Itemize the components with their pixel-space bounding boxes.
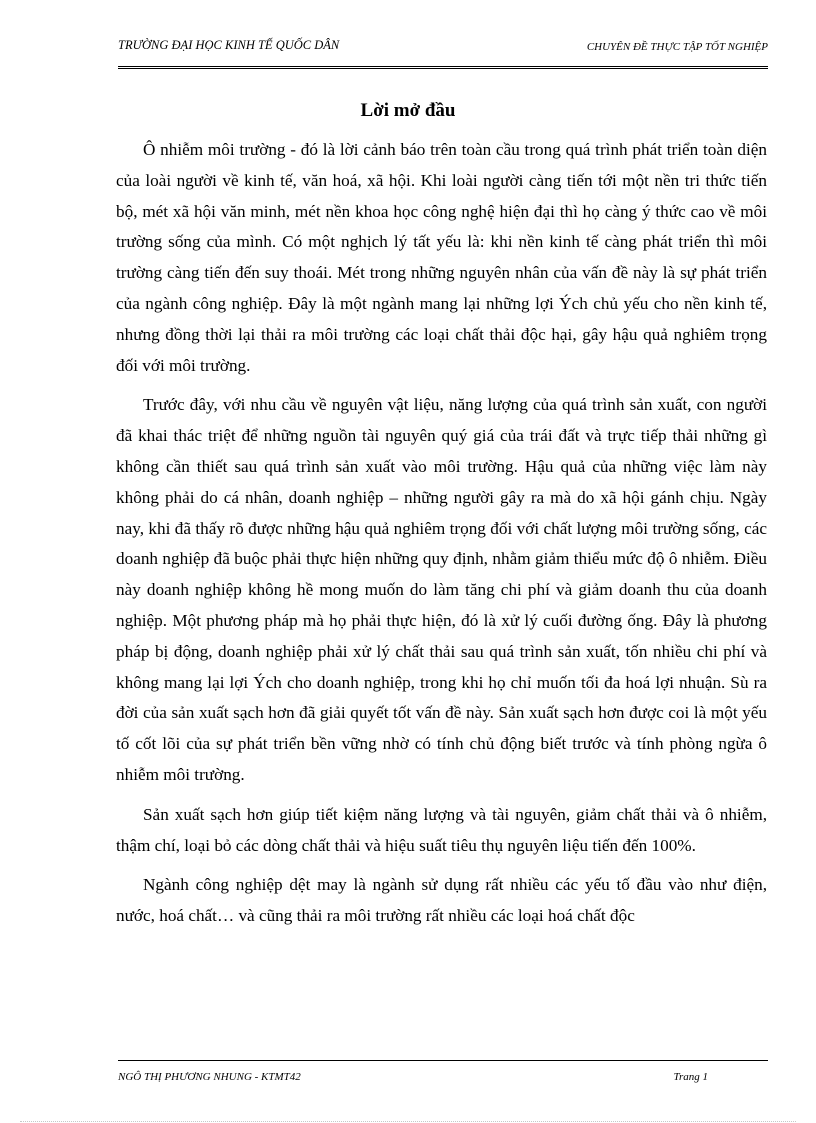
page-edge-divider bbox=[20, 1121, 796, 1122]
paragraph-4: Ngành công nghiệp dệt may là ngành sử dụng rất nhiều các yếu tố đầu vào như điện, nước, hoá chất… và cũng thải ra môi trường rất nhiều các loại hoá chất độc bbox=[116, 875, 767, 926]
paragraph-3: Sản xuất sạch hơn giúp tiết kiệm năng lượng và tài nguyên, giảm chất thải và ô nhiễm, thậm chí, loại bỏ các dòng chất thải và hiệu suất tiêu thụ nguyên liệu tiến đến 100%. bbox=[116, 804, 767, 855]
body-text bbox=[116, 135, 767, 941]
paragraph-1: Ô nhiễm môi trường - đó là lời cảnh báo trên toàn cầu trong quá trình phát triển toàn diện của loài người về kinh tế, văn hoá, xã hội. Khi loài người càng tiến tới một nền tri thức tiến bộ, mét xã hội văn minh, mét nền khoa học công nghệ hiện đại thì họ càng ý thức cao về môi trường sống của mình. Có một nghịch lý tất yếu là: khi nền kinh tế càng phát triển thì môi trường càng tiến đến suy thoái. Mét trong những nguyên nhân của vấn đề này là sự phát triển của ngành công nghiệp. Đây là một ngành mang lại những lợi Ých chủ yếu cho nền kinh tế, nhưng đồng thời lại thải ra môi trường các loại chất thải độc hại, gây hậu quả nghiêm trọng đối với môi trường. bbox=[116, 140, 767, 375]
page-footer bbox=[118, 1060, 768, 1095]
paragraph-2: Trước đây, với nhu cầu về nguyên vật liệu, năng lượng của quá trình sản xuất, con người đã khai thác triệt để những nguồn tài nguyên quý giá của trái đất và trực tiếp thải những gì không cần thiết sau quá trình sản xuất vào môi trường. Hậu quả của những việc làm này không phải do cá nhân, doanh nghiệp – những người gây ra mà do xã hội gánh chịu. Ngày nay, khi đã thấy rõ được những hậu quả nghiêm trọng đối với chất lượng môi trường sống, các doanh nghiệp đã buộc phải thực hiện những quy định, nhằm giảm thiểu mức độ ô nhiễm. Điều này doanh nghiệp không hề mong muốn do làm tăng chi phí và giảm doanh thu của doanh nghiệp. Một phương pháp mà họ phải thực hiện, đó là xử lý cuối đường ống. Đây là phương pháp bị động, doanh nghiệp phải xử lý chất thải sau quá trình sản xuất, tốn nhiều chi phí và không mang lại lợi Ých cho doanh nghiệp, trong khi họ chỉ muốn tối đa hoá lợi nhuận. Sù ra đời của sản xuất sạch hơn đã giải quyết tốt vấn đề này. Sản xuất sạch hơn được coi là một yếu tố cốt lõi của sự phát triển bền vững nhờ có tính chủ động biết trước và tính phòng ngừa ô nhiễm môi trường. bbox=[116, 395, 767, 784]
header-university: TRƯỜNG ĐẠI HỌC KINH TẾ QUỐC DÂN bbox=[118, 38, 340, 52]
footer-author: NGÔ THỊ PHƯƠNG NHUNG - KTMT42 bbox=[118, 1071, 301, 1083]
page-header bbox=[118, 36, 768, 69]
footer-page-number: Trang 1 bbox=[673, 1071, 708, 1083]
header-thesis-type: CHUYÊN ĐỀ THỰC TẬP TỐT NGHIỆP bbox=[586, 41, 768, 53]
page-title: Lời mở đầu bbox=[360, 100, 456, 121]
